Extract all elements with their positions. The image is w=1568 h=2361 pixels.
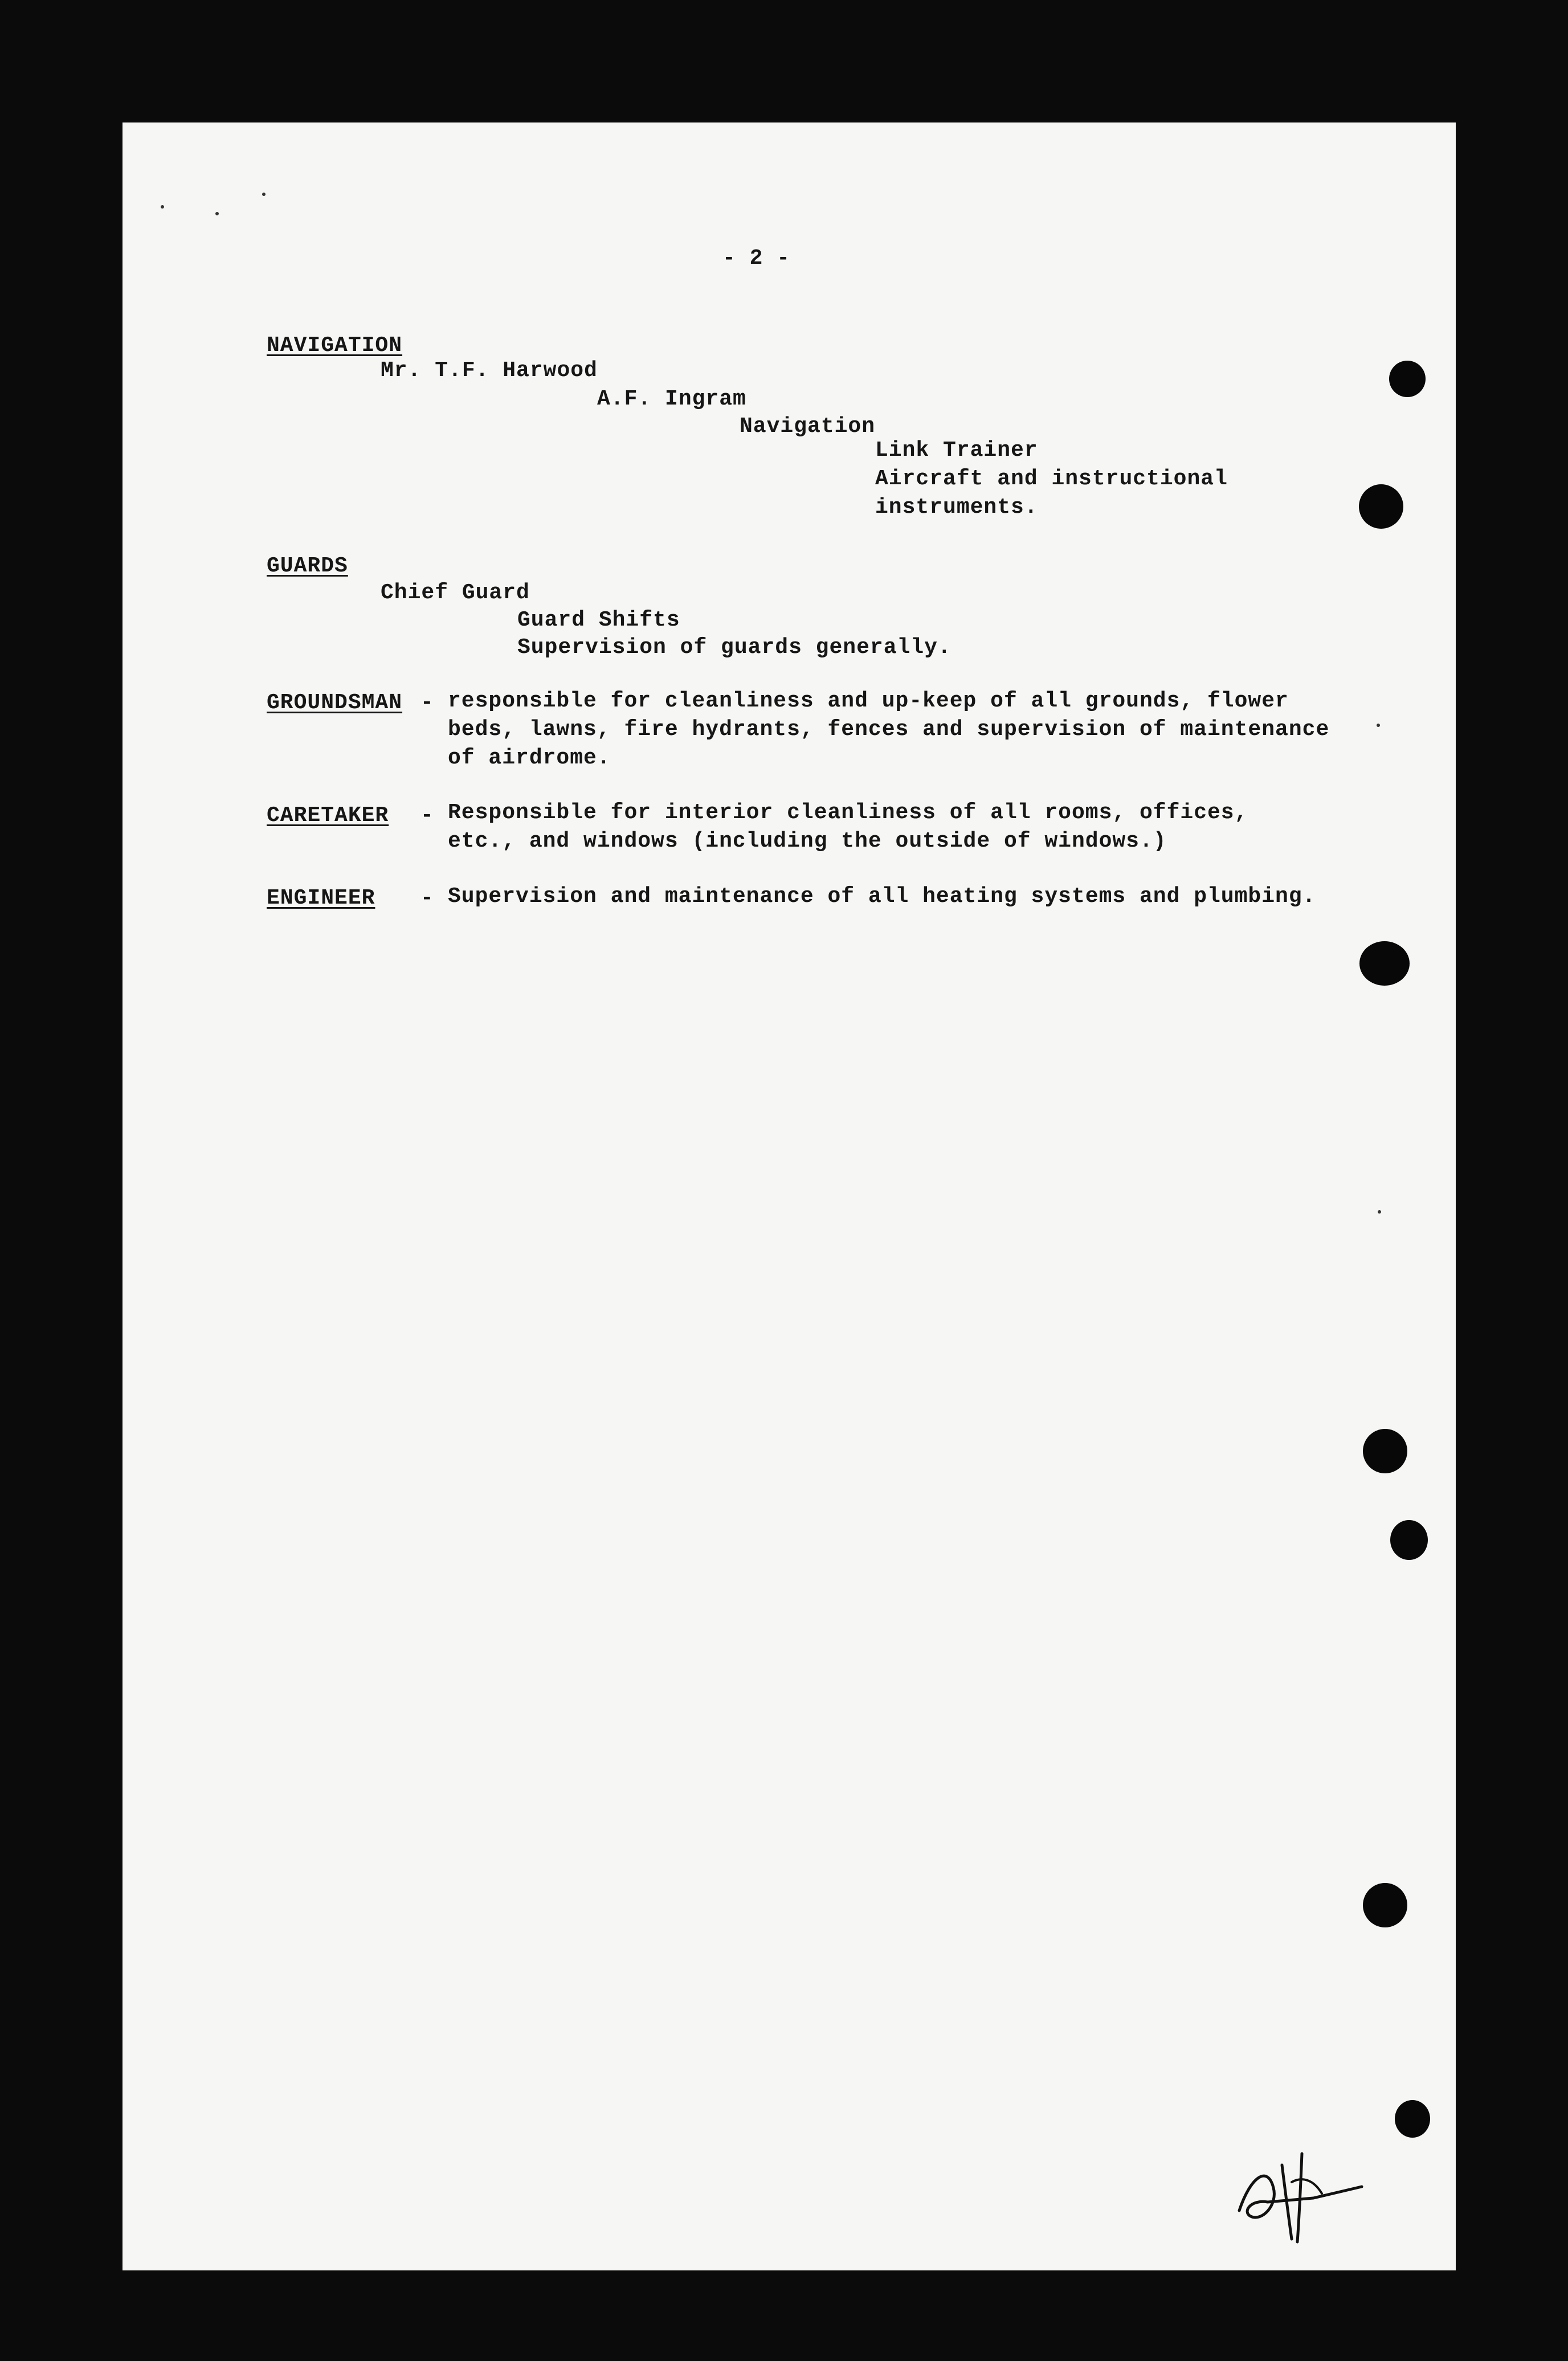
groundsman-dash: -	[420, 691, 434, 715]
speck-mark	[1377, 724, 1380, 727]
guards-duty: Supervision of guards generally.	[517, 635, 952, 660]
groundsman-line: beds, lawns, fire hydrants, fences and supervision of maintenance	[448, 717, 1330, 742]
punch-hole	[1359, 941, 1410, 986]
groundsman-line: responsible for cleanliness and up-keep of all grounds, flower	[448, 689, 1289, 713]
speck-mark	[1378, 1210, 1381, 1214]
navigation-duty: Aircraft and instructional	[875, 467, 1228, 491]
speck-mark	[262, 193, 266, 196]
punch-hole	[1395, 2100, 1430, 2138]
punch-hole	[1359, 484, 1403, 529]
navigation-assistant: A.F. Ingram	[597, 387, 746, 411]
navigation-duty: instruments.	[875, 495, 1038, 520]
guards-duty: Guard Shifts	[517, 608, 680, 632]
page-number: - 2 -	[722, 246, 791, 271]
speck-mark	[215, 212, 219, 215]
caretaker-heading: CARETAKER	[267, 803, 389, 828]
engineer-heading: ENGINEER	[267, 886, 375, 910]
punch-hole	[1363, 1883, 1407, 1927]
groundsman-line: of airdrome.	[448, 746, 611, 770]
navigation-duty: Link Trainer	[875, 438, 1038, 463]
punch-hole	[1363, 1429, 1407, 1473]
navigation-heading: NAVIGATION	[267, 333, 403, 358]
speck-mark	[161, 205, 164, 209]
punch-hole	[1389, 361, 1426, 397]
punch-hole	[1390, 1520, 1428, 1560]
caretaker-dash: -	[420, 803, 434, 828]
document-page	[122, 122, 1456, 2270]
caretaker-line: Responsible for interior cleanliness of all rooms, offices,	[448, 800, 1248, 825]
engineer-line: Supervision and maintenance of all heating systems and plumbing.	[448, 884, 1316, 909]
signature-mark	[1228, 2142, 1376, 2250]
navigation-subject: Navigation	[740, 414, 876, 439]
caretaker-line: etc., and windows (including the outside of windows.)	[448, 829, 1167, 853]
groundsman-heading: GROUNDSMAN	[267, 691, 403, 715]
engineer-dash: -	[420, 886, 434, 910]
guards-role: Chief Guard	[381, 581, 530, 605]
guards-heading: GUARDS	[267, 554, 348, 578]
navigation-instructor: Mr. T.F. Harwood	[381, 358, 598, 383]
